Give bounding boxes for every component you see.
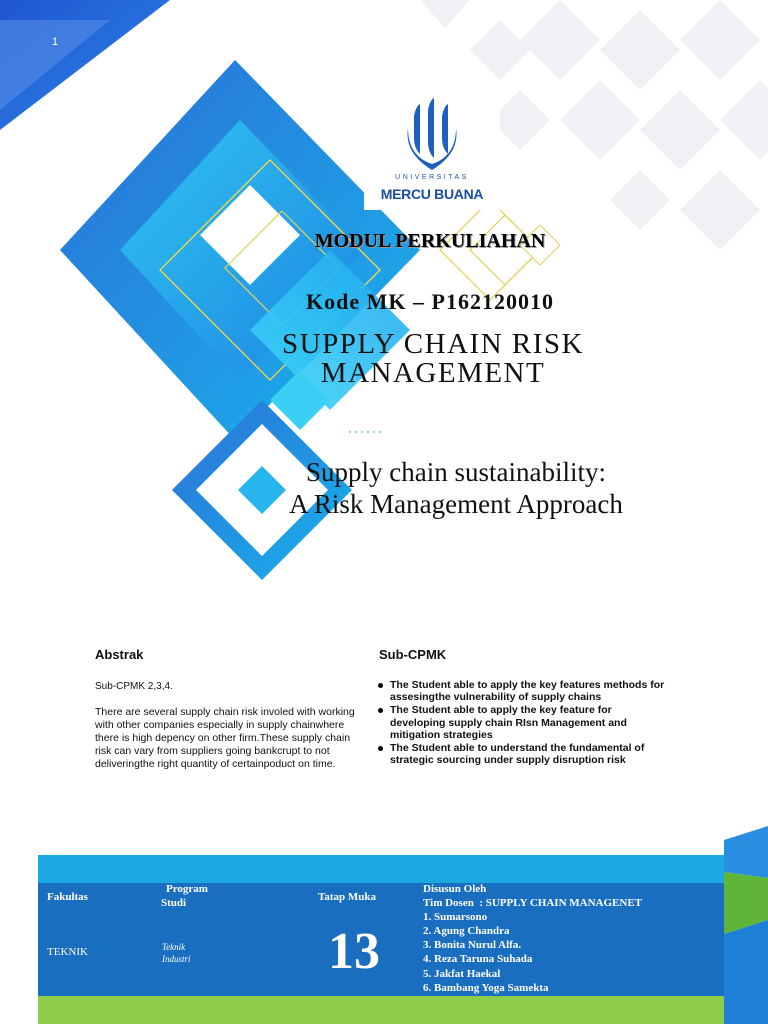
logo-university-label: UNIVERSITAS	[395, 174, 469, 181]
list-item-text: The Student able to apply the key feature for developing supply chain RIsn Management and mitigation strategies	[390, 704, 627, 741]
footer-top-band	[38, 855, 724, 883]
subcpmk-heading: Sub-CPMK	[379, 647, 447, 662]
course-title-line1: SUPPLY CHAIN RISK	[282, 328, 584, 360]
studi-label: Studi	[161, 897, 187, 909]
subcpmk-list	[377, 679, 667, 767]
tatap-muka-label: Tatap Muka	[318, 891, 376, 903]
list-item-text: The Student able to understand the fundamental of strategic sourcing under supply disruption risk	[390, 742, 645, 767]
abstrak-sub-cpmk: Sub-CPMK 2,3,4.	[95, 681, 173, 692]
list-item	[377, 704, 667, 741]
course-code: Kode MK – P162120010	[306, 289, 554, 314]
tatap-muka-number: 13	[328, 923, 380, 980]
team-line: 4. Reza Taruna Suhada	[423, 953, 533, 966]
program-label: Program	[166, 883, 208, 895]
prodi-line2: Industri	[162, 954, 191, 964]
modul-title: MODUL PERKULIAHAN	[314, 230, 546, 252]
team-line: 3. Bonita Nurul Alfa.	[423, 939, 522, 952]
bullet-icon	[378, 683, 383, 688]
module-subtitle	[200, 456, 712, 520]
list-item	[377, 679, 667, 703]
module-subtitle-line2: A Risk Management Approach	[289, 489, 623, 519]
team-line: 6. Bambang Yoga Samekta	[423, 981, 549, 994]
bullet-icon	[378, 746, 383, 751]
team-line: 2. Agung Chandra	[423, 925, 510, 938]
team-list	[423, 882, 642, 995]
fakultas-value: TEKNIK	[47, 946, 88, 958]
course-title-line2: MANAGEMENT	[320, 357, 546, 389]
bullet-icon	[378, 708, 383, 713]
list-item-text: The Student able to apply the key features methods for assesingthe vulnerability of supply chains	[390, 679, 665, 704]
team-line: Tim Dosen : SUPPLY CHAIN MANAGENET	[423, 897, 643, 910]
fakultas-label: Fakultas	[47, 891, 88, 903]
list-item	[377, 742, 667, 766]
page-number: 1	[52, 36, 59, 48]
module-subtitle-line1: Supply chain sustainability:	[306, 457, 606, 487]
team-line: Disusun Oleh	[423, 883, 487, 895]
university-emblem-icon	[364, 98, 500, 174]
abstrak-body: There are several supply chain risk involed with working with other companies especially in supply chainwhere there is high depency on other firm.These supply chain risk can vary from suppliers going bankcrupt to not deliveringthe right quantity of certainpoduct on time.	[95, 706, 355, 770]
program-studi-value	[162, 941, 191, 965]
team-line: 5. Jakfat Haekal	[423, 967, 501, 980]
prodi-line1: Teknik	[162, 942, 186, 952]
university-logo	[364, 98, 500, 210]
logo-university-name: MERCU BUANA	[380, 186, 484, 202]
course-title	[200, 330, 666, 388]
team-line: 1. Sumarsono	[423, 911, 488, 924]
abstrak-heading: Abstrak	[95, 647, 144, 662]
footer-green-band	[38, 996, 724, 1024]
